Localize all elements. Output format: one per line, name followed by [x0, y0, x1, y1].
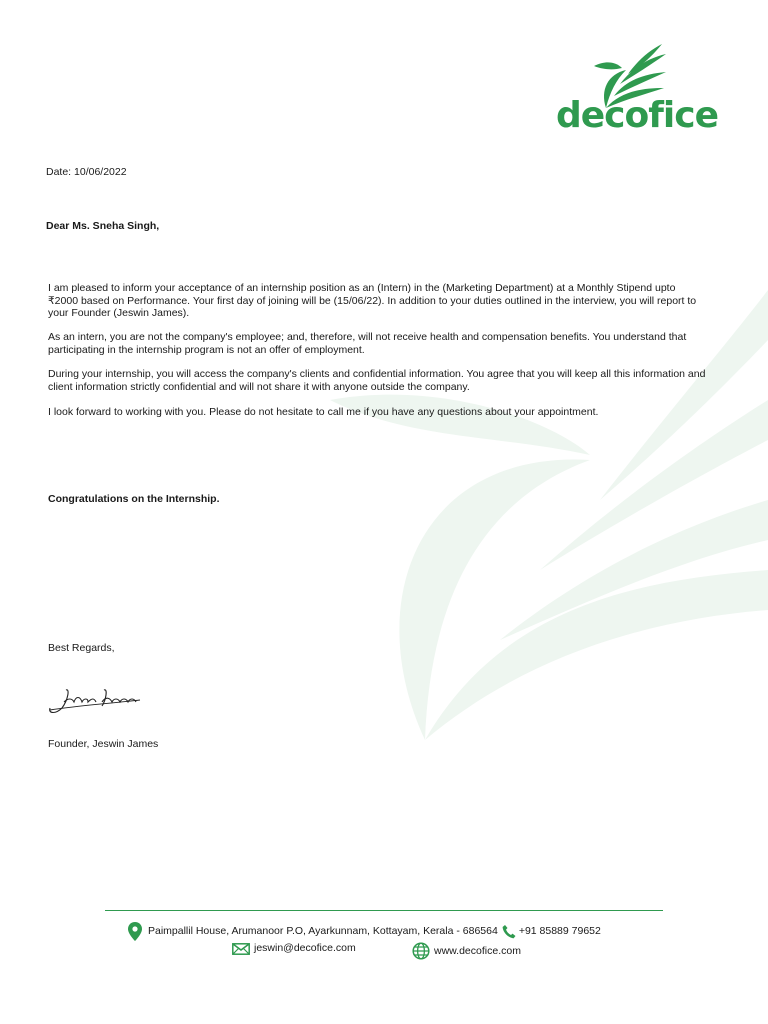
footer-website-row [412, 942, 521, 960]
company-logo [556, 44, 722, 138]
brand-name: decofice [556, 95, 719, 136]
letter-date: Date: 10/06/2022 [46, 166, 127, 178]
paragraph-employment-status: As an intern, you are not the company's employee; and, therefore, will not receive health and compensation benefits. You understand that participating in the internship program is not an offer of employment. [48, 331, 687, 356]
footer-email: jeswin@decofice.com [254, 942, 356, 954]
mail-icon [232, 943, 250, 955]
footer-phone: +91 85889 79652 [518, 925, 601, 937]
globe-icon [412, 942, 430, 960]
paragraph-confidentiality: During your internship, you will access the company's clients and confidential information. You agree that you will keep all this information and client information strictly confidential and will not share it with anyone outside the company. [48, 368, 706, 393]
phone-icon [502, 924, 516, 939]
footer-address-row [128, 922, 601, 941]
footer-divider [105, 910, 663, 911]
handwritten-signature [44, 680, 148, 720]
salutation: Dear Ms. Sneha Singh, [46, 220, 160, 232]
closing-regards: Best Regards, [48, 642, 115, 654]
footer-email-row [232, 942, 356, 955]
footer-address: Paimpallil House, Arumanoor P.O, Ayarkunnam, Kottayam, Kerala - 686564 [148, 925, 498, 937]
location-pin-icon [128, 922, 142, 941]
paragraph-closing-note: I look forward to working with you. Please do not hesitate to call me if you have any questions about your appointment. [48, 406, 599, 418]
paragraph-offer: I am pleased to inform your acceptance of an internship position as an (Intern) in the (Marketing Department) at a Monthly Stipend upto ₹2000 based on Performance. Your first day of joining will be (15/06/22). In addition to your duties outlined in the interview, you will report to your Founder (Jeswin James). [48, 282, 697, 320]
signatory-name: Founder, Jeswin James [48, 738, 159, 750]
footer-website: www.decofice.com [434, 944, 521, 957]
congratulations-line: Congratulations on the Internship. [48, 493, 220, 505]
